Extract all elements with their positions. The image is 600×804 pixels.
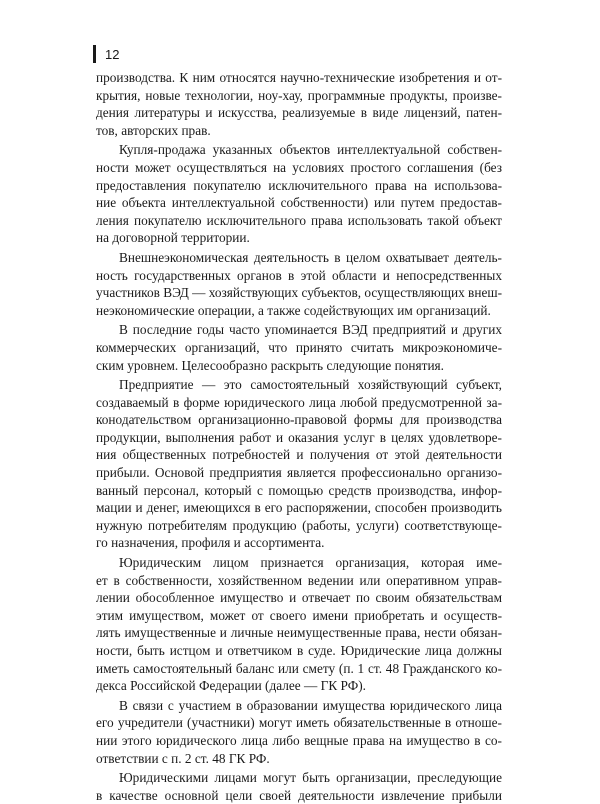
text-line: ности, быть истцом и ответчиком в суде. Юридические лица должны [96,643,502,658]
text-line: на договорной территории. [96,230,250,246]
paragraph [96,321,502,374]
text-line: создаваемый в форме юридического лица любой предусмотренной за- [96,394,502,410]
text-line: иметь самостоятельный баланс или смету (п. 1 ст. 48 Гражданского ко- [96,660,502,676]
text-line: ления покупателю исключительного права использовать такой объект [96,212,502,228]
text-line: лении обособленное имущество и отвечает по своим обязательствам [96,590,502,606]
text-line: коммерческих организаций, что принято считать микроэкономиче- [96,339,502,355]
text-line: ности может осуществляться на условиях простого соглашения (без [96,159,502,175]
text-line: продукции, выполнения работ и оказания услуг в целях удовлетворе- [96,429,502,445]
page-header [93,45,119,63]
text-line: в качестве основной цели своей деятельности извлечение прибыли [96,787,502,803]
text-line: В связи с участием в образовании имущества юридического лица [119,697,502,713]
text-line: дения литературы и искусства, реализуемые в виде лицензий, патен- [96,105,502,121]
text-line: этим имуществом, может от своего имени приобретать и осуществ- [96,607,502,623]
text-line: Купля-продажа указанных объектов интеллектуальной собствен- [119,142,502,158]
text-line: ние объекта интеллектуальной собственности) или путем предостав- [96,195,502,211]
text-line: Юридическими лицами могут быть организации, преследующие [119,770,502,786]
text-line: нии этого юридического лица либо вещные права на имущество в со- [96,732,502,748]
text-line: ским уровнем. Целесообразно раскрыть следующие понятия. [96,357,444,373]
text-line: го назначения, профиля и ассортимента. [96,535,325,551]
text-line: ванный персонал, который с помощью средств производства, инфор- [96,482,502,498]
text-line: Юридическим лицом признается организация, которая име- [119,555,502,571]
text-line: мации и денег, имеющихся в его распоряжении, способен производить [96,500,502,516]
text-line: нужную потребителям продукцию (работы, услуги) соответствующе- [96,517,502,533]
text-line: лять имущественные и личные неимущественные права, нести обязан- [96,625,502,641]
text-line: Внешнеэкономическая деятельность в целом охватывает деятель- [119,249,502,265]
text-line: Предприятие — это самостоятельный хозяйствующий субъект, [119,377,502,393]
text-line: тов, авторских прав. [96,122,211,138]
text-line: ответствии с п. 2 ст. 48 ГК РФ. [96,750,270,766]
paragraph [96,376,502,552]
paragraph [96,769,502,804]
paragraph [96,141,502,247]
text-line: неэкономические операции, а также содействующих им организаций. [96,302,491,318]
text-line: его учредители (участники) могут иметь обязательственные в отноше- [96,715,502,731]
header-rule [93,45,96,63]
text-line: ность государственных органов в этой области и непосредственных [96,267,502,283]
text-line: ет в собственности, хозяйственном ведении или оперативном управ- [96,572,502,588]
paragraph [96,554,502,695]
text-line: крытия, новые технологии, ноу-хау, программные продукты, произве- [96,87,502,103]
body-text [96,69,502,804]
text-line: декса Российской Федерации (далее — ГК РФ). [96,678,366,694]
text-line: производства. К ним относятся научно-технические изобретения и от- [96,70,502,85]
text-line: конодательством организационно-правовой формы для производства [96,412,502,428]
text-line: участников ВЭД — хозяйствующих субъектов, осуществляющих внеш- [96,285,503,301]
page-number: 12 [105,46,120,62]
paragraph [96,697,502,767]
paragraph [96,69,502,139]
text-line: ния общественных потребностей и получения от этой деятельности [96,447,502,463]
paragraph [96,249,502,319]
text-line: предоставления покупателю исключительного права на использова- [96,177,502,193]
text-line: прибыли. Основой предприятия является профессионально организо- [96,465,502,481]
text-line: В последние годы часто упоминается ВЭД предприятий и других [119,322,502,338]
